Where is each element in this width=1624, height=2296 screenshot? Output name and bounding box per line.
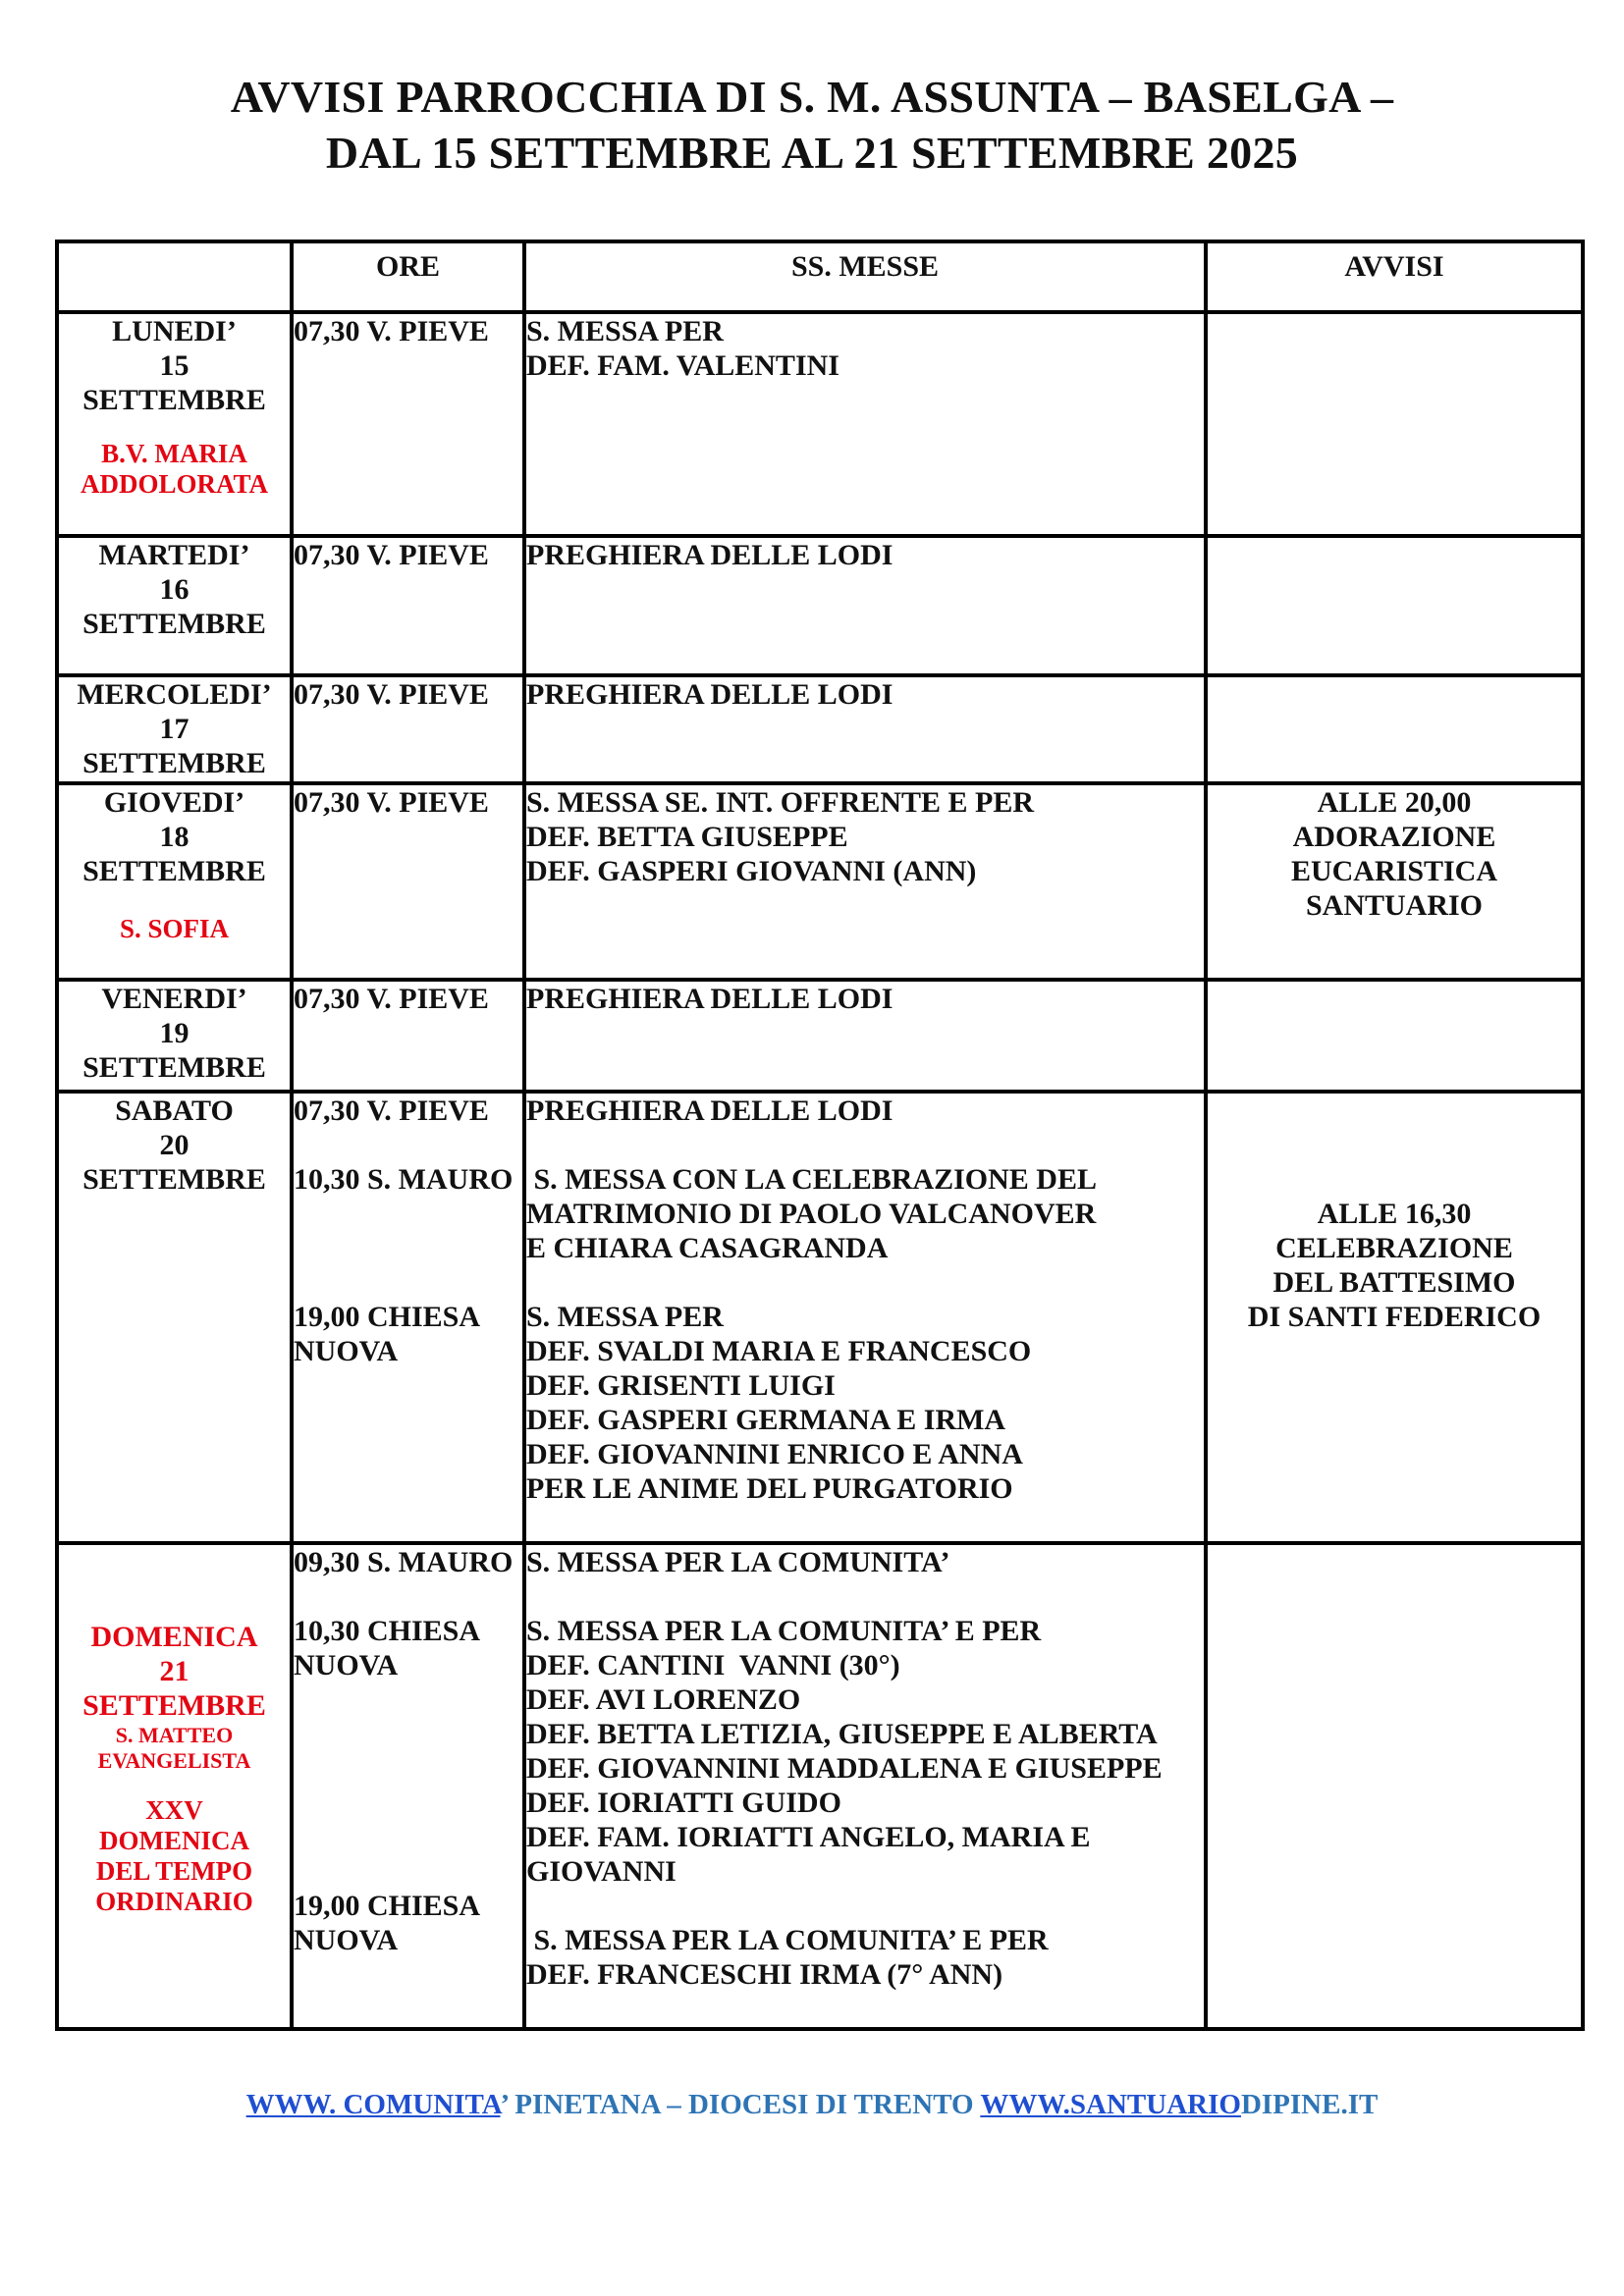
mass-cell — [524, 675, 1206, 783]
notice-line: ALLE 16,30 — [1317, 1198, 1472, 1230]
notice-cell — [1206, 536, 1583, 675]
day-name: DOMENICA — [90, 1621, 258, 1653]
table-row — [57, 312, 1583, 536]
day-name: SABATO — [115, 1095, 234, 1127]
mass-cell — [524, 1543, 1206, 2029]
title-line-2: DAL 15 SETTEMBRE AL 21 SETTEMBRE 2025 — [325, 128, 1299, 178]
day-number: 19 — [159, 1017, 189, 1049]
table-row — [57, 783, 1583, 980]
mass-line: S. MESSA PER LA COMUNITA’ E PER — [526, 1615, 1042, 1647]
mass-line: DEF. GIOVANNINI ENRICO E ANNA — [526, 1438, 1023, 1470]
day-name: LUNEDI’ — [112, 315, 237, 347]
day-number: 21 — [159, 1655, 189, 1687]
community-link[interactable]: WWW. COMUNITA — [245, 2089, 501, 2120]
time-cell — [292, 1092, 524, 1543]
time-cell — [292, 536, 524, 675]
feast-label: S. MATTEO — [115, 1723, 234, 1747]
notice-cell — [1206, 980, 1583, 1092]
day-cell — [57, 536, 292, 675]
notice-line: SANTUARIO — [1305, 889, 1484, 922]
footer — [0, 2089, 1624, 2121]
santuario-link[interactable]: WWW.SANTUARIO — [980, 2089, 1241, 2120]
mass-cell — [524, 1092, 1206, 1543]
mass-line: S. MESSA PER LA COMUNITA’ — [526, 1546, 950, 1578]
mass-line: PREGHIERA DELLE LODI — [526, 678, 893, 711]
mass-cell — [524, 312, 1206, 536]
time-cell — [292, 980, 524, 1092]
footer-text-end: DIPINE.IT — [1240, 2089, 1379, 2120]
day-month: SETTEMBRE — [82, 1689, 266, 1722]
day-month: SETTEMBRE — [82, 1051, 266, 1084]
page-title — [0, 69, 1624, 181]
day-name: MERCOLEDI’ — [77, 678, 272, 711]
notice-line: ALLE 20,00 — [1317, 786, 1472, 819]
table-row — [57, 1092, 1583, 1543]
notice-cell — [1206, 783, 1583, 980]
liturgical-label: XXV — [145, 1795, 203, 1825]
time-place: 07,30 V. PIEVE — [294, 983, 489, 1015]
mass-line: DEF. BETTA GIUSEPPE — [526, 821, 848, 853]
mass-line: DEF. GASPERI GIOVANNI (ANN) — [526, 855, 977, 887]
header-day — [57, 241, 292, 312]
day-cell — [57, 783, 292, 980]
mass-line: DEF. GIOVANNINI MADDALENA E GIUSEPPE — [526, 1752, 1163, 1785]
feast-label: EVANGELISTA — [97, 1748, 251, 1773]
title-line-1: AVVISI PARROCCHIA DI S. M. ASSUNTA – BASELGA – — [230, 72, 1394, 122]
header-ore: ORE — [292, 241, 524, 312]
day-name: VENERDI’ — [101, 983, 247, 1015]
day-name: MARTEDI’ — [98, 539, 250, 571]
mass-cell — [524, 536, 1206, 675]
time-place: NUOVA — [294, 1649, 399, 1682]
footer-text: ’ PINETANA – DIOCESI DI TRENTO — [500, 2089, 981, 2120]
time-place: 07,30 V. PIEVE — [294, 1095, 489, 1127]
day-month: SETTEMBRE — [82, 608, 266, 640]
day-cell — [57, 1092, 292, 1543]
time-place: 10,30 CHIESA — [294, 1615, 481, 1647]
mass-line: S. MESSA PER — [526, 315, 724, 347]
time-place: 19,00 CHIESA — [294, 1301, 481, 1333]
mass-line: S. MESSA SE. INT. OFFRENTE E PER — [526, 786, 1035, 819]
notice-line: EUCARISTICA — [1290, 855, 1498, 887]
liturgical-label: DEL TEMPO — [95, 1856, 253, 1886]
header-row — [57, 241, 1583, 312]
day-number: 18 — [159, 821, 189, 853]
mass-line: DEF. FRANCESCHI IRMA (7° ANN) — [526, 1958, 1003, 1991]
day-month: SETTEMBRE — [82, 384, 266, 416]
day-name: GIOVEDI’ — [103, 786, 245, 819]
mass-line: S. MESSA PER — [526, 1301, 724, 1333]
day-cell — [57, 1543, 292, 2029]
table-row — [57, 675, 1583, 783]
liturgical-label: ORDINARIO — [95, 1887, 253, 1916]
mass-line: S. MESSA PER LA COMUNITA’ E PER — [526, 1924, 1049, 1956]
mass-line: MATRIMONIO DI PAOLO VALCANOVER — [526, 1198, 1097, 1230]
day-cell — [57, 312, 292, 536]
time-place: 07,30 V. PIEVE — [294, 678, 489, 711]
time-place: NUOVA — [294, 1335, 399, 1367]
time-place: 07,30 V. PIEVE — [294, 786, 489, 819]
time-cell — [292, 1543, 524, 2029]
mass-cell — [524, 783, 1206, 980]
notice-cell — [1206, 675, 1583, 783]
mass-line: DEF. GRISENTI LUIGI — [526, 1369, 836, 1402]
mass-line: DEF. BETTA LETIZIA, GIUSEPPE E ALBERTA — [526, 1718, 1158, 1750]
table-row — [57, 1543, 1583, 2029]
schedule-table — [55, 240, 1585, 2031]
mass-cell — [524, 980, 1206, 1092]
table-row — [57, 980, 1583, 1092]
notice-line: CELEBRAZIONE — [1275, 1232, 1513, 1264]
day-cell — [57, 980, 292, 1092]
header-avvisi: AVVISI — [1206, 241, 1583, 312]
header-messe: SS. MESSE — [524, 241, 1206, 312]
day-month: SETTEMBRE — [82, 747, 266, 779]
mass-line: DEF. CANTINI VANNI (30°) — [526, 1649, 900, 1682]
time-place: NUOVA — [294, 1924, 399, 1956]
time-place: 07,30 V. PIEVE — [294, 315, 489, 347]
time-place: 07,30 V. PIEVE — [294, 539, 489, 571]
day-month: SETTEMBRE — [82, 1163, 266, 1196]
mass-line: DEF. SVALDI MARIA E FRANCESCO — [526, 1335, 1032, 1367]
day-cell — [57, 675, 292, 783]
day-month: SETTEMBRE — [82, 855, 266, 887]
mass-line: PREGHIERA DELLE LODI — [526, 539, 893, 571]
mass-line: DEF. GASPERI GERMANA E IRMA — [526, 1404, 1006, 1436]
time-cell — [292, 783, 524, 980]
mass-line: DEF. FAM. IORIATTI ANGELO, MARIA E — [526, 1821, 1091, 1853]
notice-cell — [1206, 1543, 1583, 2029]
notice-line: ADORAZIONE — [1292, 821, 1496, 853]
time-place: 19,00 CHIESA — [294, 1890, 481, 1922]
day-number: 20 — [159, 1129, 189, 1161]
time-place: 10,30 S. MAURO — [294, 1163, 514, 1196]
mass-line: PREGHIERA DELLE LODI — [526, 1095, 893, 1127]
liturgical-label: DOMENICA — [99, 1826, 249, 1855]
mass-line: PREGHIERA DELLE LODI — [526, 983, 893, 1015]
notice-line: DEL BATTESIMO — [1272, 1266, 1516, 1299]
mass-line: E CHIARA CASAGRANDA — [526, 1232, 889, 1264]
day-number: 15 — [159, 349, 189, 382]
notice-cell — [1206, 312, 1583, 536]
mass-line: DEF. AVI LORENZO — [526, 1683, 801, 1716]
table-row — [57, 536, 1583, 675]
time-cell — [292, 312, 524, 536]
day-number: 16 — [159, 573, 189, 606]
feast-label: ADDOLORATA — [80, 469, 268, 499]
feast-label: B.V. MARIA — [101, 439, 247, 468]
mass-line: GIOVANNI — [526, 1855, 677, 1888]
day-number: 17 — [159, 713, 189, 745]
time-place: 09,30 S. MAURO — [294, 1546, 514, 1578]
mass-line: PER LE ANIME DEL PURGATORIO — [526, 1472, 1013, 1505]
mass-line: DEF. IORIATTI GUIDO — [526, 1787, 841, 1819]
feast-label: S. SOFIA — [119, 914, 230, 943]
notice-cell — [1206, 1092, 1583, 1543]
mass-line: S. MESSA CON LA CELEBRAZIONE DEL — [526, 1163, 1097, 1196]
time-cell — [292, 675, 524, 783]
notice-line: DI SANTI FEDERICO — [1247, 1301, 1542, 1333]
mass-line: DEF. FAM. VALENTINI — [526, 349, 839, 382]
